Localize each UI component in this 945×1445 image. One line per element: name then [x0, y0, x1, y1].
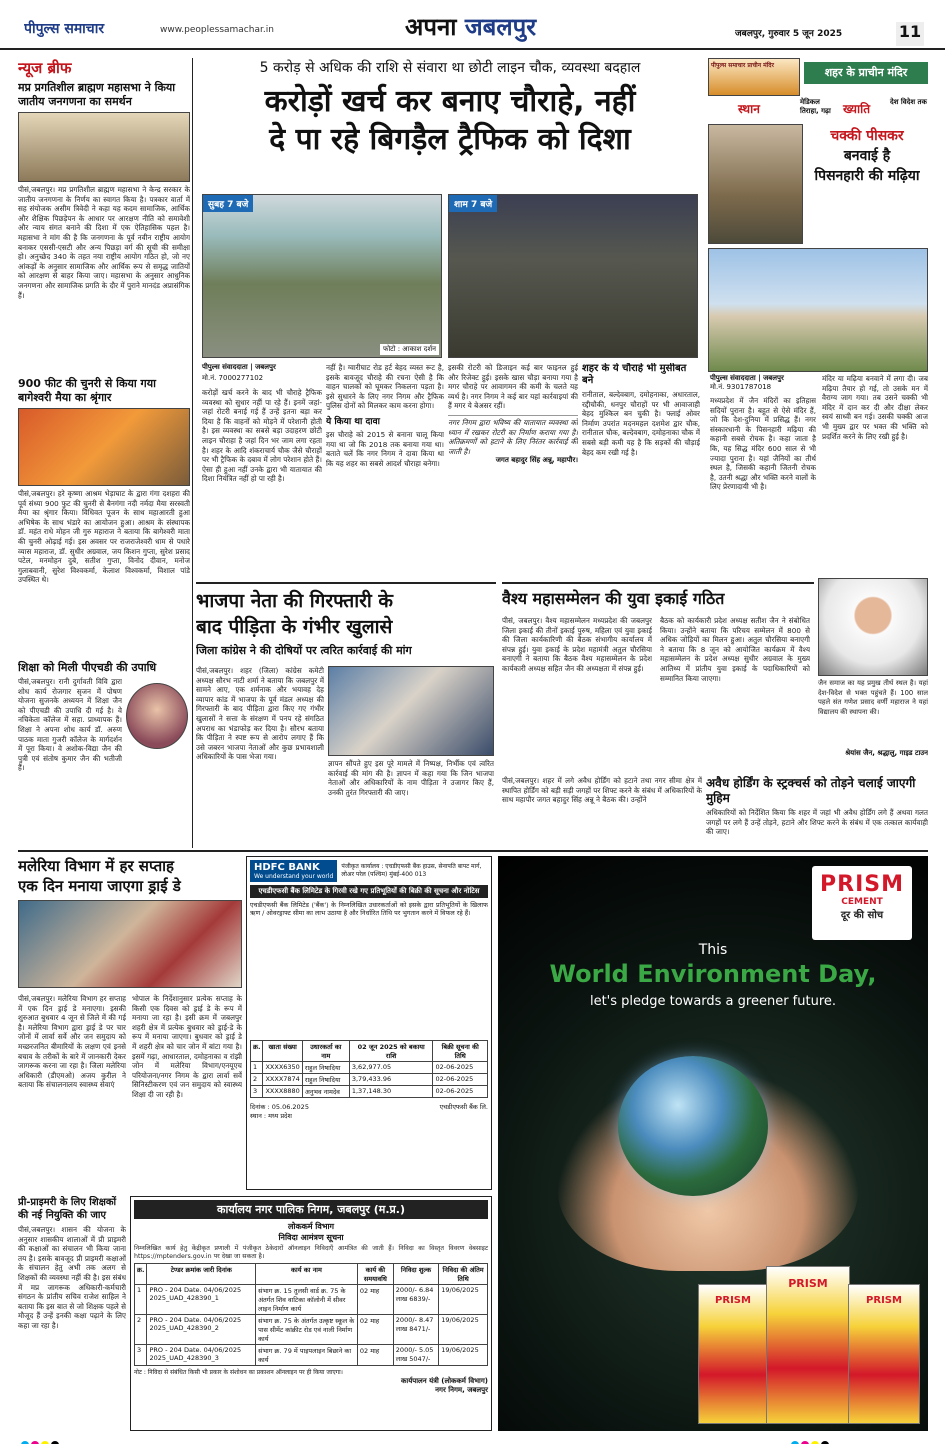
section-title-prefix: अपना: [405, 13, 457, 41]
ad-line-sub: let's pledge towards a greener future.: [589, 994, 837, 1009]
temple-col-a: मध्यप्रदेश में जैन मंदिरों का इतिहास सदियों पुराना है। बहुत से ऐसे मंदिर हैं, जो कि देश-दुनिया में प्रसिद्ध हैं। नगर संस्कारधानी के पिसनहारी मढ़िया की कहानी सबसे रोचक है। कहा जाता है कि, यह सिद्ध मंदिर 600 साल से भी ज्यादा पुराना है। यहां जैनियों का तीर्थ स्थल है, जिसकी कहानी जितनी रोचक है, उतनी श्रद्धा और भक्ति करने वालों के लिए प्रेरणादायी भी है।: [710, 396, 816, 492]
hdfc-logo: [250, 860, 337, 882]
table-row: [251, 1074, 488, 1086]
section-title: [405, 10, 625, 43]
table-cell: राहुल निषादिया: [302, 1062, 349, 1074]
teacher-body: पीसं,जबलपुर। शासन की योजना के अनुसार शासकीय शालाओं में प्री प्राइमरी की कक्षाओं का संचालन भी किया जाना तय है। इसके बावजूद प्री प्राइमरी कक्षाओं के संचालन हेतु अभी तक अलग से शिक्षकों की व्यवस्था नहीं की है। इस संबंध में मप्र जागरूक अधिकारी-कर्मचारी संगठन के प्रांतीय सचिव राजेश साहिल ने बताया कि इस बात से जो शिक्षक पहले से मौजूद हैं उन्हें इनकी कक्षा पढ़ाने के लिए कहा जा रहा है।: [18, 1225, 126, 1330]
hdfc-th: उधारकर्ता का नाम: [302, 1041, 349, 1062]
section-title-city: जबलपुर: [464, 13, 537, 41]
column-divider: [192, 58, 193, 848]
tender-sign-1: कार्यपालन यंत्री (लोककर्म विभाग): [401, 1377, 488, 1385]
table-cell: 3: [135, 1345, 147, 1366]
hdfc-sign: एचडीएफसी बैंक लि.: [439, 1103, 488, 1111]
brief-2-photo: [18, 408, 190, 486]
table-cell: संभाग क्र. 15 तुलसी वार्ड क्र. 75 के अंतर्गत शिव वाटिका कॉलोनी में सीवर लाइन निर्माण कार्य: [256, 1285, 358, 1315]
tender-table: [134, 1263, 488, 1366]
tender-sign-2: नगर निगम, जबलपुर: [435, 1386, 488, 1394]
table-row: [251, 1062, 488, 1074]
hdfc-tagline: We understand your world: [254, 873, 334, 880]
tender-note: नोट : निविदा से संबंधित किसी भी प्रकार के संशोधन का प्रकाशन ऑनलाइन पर ही किया जाएगा।: [134, 1369, 343, 1376]
side-body: रानीताल, बल्देवबाग, दमोहनाका, अधारताल, रद्दीचौकी, धनपुर चौराहों पर भी आवाजाही बेहद मुश्किल बन चुकी है। फ्लाई ओवर निर्माण उपरांत मदनमहल दशमेश द्वार चौक, रानीताल चौक, बल्देवबाग, दमोहनाका चौक में सबसे बड़ी कमी यह है कि सड़कों की चौड़ाई बेहद कम रखी गई है।: [582, 390, 700, 457]
table-cell: 2000/- 5.05 लाख 5047/-: [393, 1345, 438, 1366]
cement-bag-2: [766, 1266, 850, 1424]
mayor-quote: नगर निगम द्वारा भविष्य की यातायात व्यवस्था को ध्यान में रखकर रोटरी का निर्माण कराया गया है। अतिक्रमणों को हटाने के लिए निरंतर कार्रवाई की जाती है।: [448, 415, 578, 456]
table-cell: 1: [135, 1285, 147, 1315]
brief-3-portrait: [126, 683, 188, 749]
byline-city: जबलपुर: [255, 363, 276, 371]
tender-notice: [130, 1196, 492, 1431]
tab-fame-value: देश विदेश तक: [890, 98, 927, 106]
bjp-subhead: जिला कांग्रेस ने की दोषियों पर त्वरित कार्रवाई की मांग: [196, 644, 412, 657]
hdfc-date: दिनांक : 05.06.2025: [250, 1103, 309, 1111]
malaria-headline-1: मलेरिया विभाग में हर सप्ताह: [18, 857, 174, 875]
vaishya-body-1: पीसं, जबलपुर। वैश्य महासम्मेलन मध्यप्रदेश की जबलपुर जिला इकाई की तीनों इकाई पुरुष, महिला एवं युवा इकाई की जिला कार्यकारिणी की बैठक संभागीय कार्यालय में संपन्न हुई। युवा इकाई के प्रदेश महामंत्री अतुल चौरसिया बनाएगी ने बताया कि बैठक वैश्य महासम्मेलन के प्रदेश कार्यकारी अध्यक्ष सहित जैन की अध्यक्षता में संपन्न हुई।: [502, 616, 652, 673]
photo-credit: फोटो : आकाश दर्शन: [380, 344, 439, 355]
table-cell: 02 माह: [357, 1285, 393, 1315]
bag-3-label: PRISM: [866, 1295, 902, 1306]
prism-brand-sub: CEMENT: [841, 897, 883, 907]
hdfc-address: पंजीकृत कार्यालय : एचडीएफसी बैंक हाउस, सेनापति बापट मार्ग, लोअर परेल (पश्चिम) मुंबई-400 013: [341, 863, 482, 878]
table-cell: संभाग क्र. 75 के अंतर्गत उत्कृष्ट स्कूल के पास सीमेंट कांक्रीट रोड एवं नाली निर्माण कार्य: [256, 1315, 358, 1345]
lead-photo-evening: [448, 194, 698, 358]
paper-logo: [24, 18, 154, 38]
ad-line-main: World Environment Day,: [549, 960, 877, 988]
temple-headline-3: पिसनहारी की मढ़िया: [814, 168, 920, 184]
table-cell: 19/06/2025: [439, 1345, 488, 1366]
hdfc-th: बिक्री सूचना की तिथि: [433, 1041, 488, 1062]
teacher-headline-1: प्री-प्राइमरी के लिए शिक्षकों: [18, 1197, 117, 1208]
table-cell: 1: [251, 1062, 263, 1074]
tender-th: निविदा की अंतिम तिथि: [439, 1264, 488, 1285]
hdfc-th: क्र.: [251, 1041, 263, 1062]
cement-bag-3: [848, 1284, 920, 1424]
brief-1-body: पीसं,जबलपुर। मप्र प्रगतिशील ब्राह्मण महासभा ने केन्द्र सरकार के जातीय जनगणना के निर्णय का स्वागत किया है। पत्रकार वार्ता में सह संयोजक असीम त्रिवेदी ने कहा यह कदम सामाजिक, आर्थिक और शैक्षिक पिछड़ेपन के आधार पर आरक्षण नीति को समावेशी और न्याय संगत बनाने की दिशा में एक ऐतिहासिक पहल है। महासभा ने मांग की है कि जनगणना के पूर्व नवीन राष्ट्रीय आयोग बनाकर एससी-एसटी और अन्य पिछड़ा वर्ग की सूची की समीक्षा हो। अनुच्छेद 340 के तहत नया राष्ट्रीय आयोग गठित हो, जो नए आंकड़ों के अनुसार सामाजिक और आर्थिक रूप से समृद्ध जातियों को आरक्षण से बाहर किया जाए। महासभा के अनुसार आधुनिक जनगणना और सामाजिक प्रगति के दौर में पुराने मानदंड अप्रासंगिक हैं।: [18, 185, 190, 300]
side-headline: शहर के ये चौराहे भी मुसीबत बने: [582, 363, 687, 386]
table-cell: 3,79,433.96: [349, 1074, 433, 1086]
temple-photo-2: [708, 248, 928, 372]
tab-place: स्थान: [738, 102, 760, 116]
hoarding-body-2: अधिकारियों को निर्देशित किया कि शहर में जहां भी अवैध होर्डिंग लगे हैं अथवा गलत जगहों पर लगे हैं उन्हें तोड़ने, हटाने और शिफ्ट करने के संबंध में एक तत्काल कार्यवाही की जाए।: [706, 808, 928, 837]
prism-brand: PRISM: [820, 872, 904, 897]
hdfc-th: 02 जून 2025 को बकाया राशि: [349, 1041, 433, 1062]
table-cell: PRO - 204 Date. 04/06/2025 2025_UAD_428390_2: [147, 1315, 256, 1345]
hoarding-body-1: पीसं,जबलपुर। शहर में लगे अवैध होर्डिंग को हटाने तथा नगर सीमा क्षेत्र में स्थापित होर्डिंग को बड़ी सड़ी जगहों पर शिफ्ट करने के संबंध में अधिकारियों के साथ महापौर जगत बहादुर सिंह अन्नू ने बैठक की। उन्होंने: [502, 776, 702, 805]
table-cell: 2: [251, 1074, 263, 1086]
date-line: जबलपुर, गुरुवार 5 जून 2025: [735, 29, 843, 39]
vaishya-headline: वैश्य महासम्मेलन की युवा इकाई गठित: [502, 589, 725, 608]
prism-logo: [812, 866, 912, 940]
table-cell: 02 माह: [357, 1315, 393, 1345]
lead-kicker: 5 करोड़ से अधिक की राशि से संवारा था छोटी लाइन चौक, व्यवस्था बदहाल: [259, 60, 641, 76]
brief-2-headline: 900 फीट की चुनरी से किया गया बागेश्वरी मैया का श्रृंगार: [18, 377, 156, 404]
temple-mobile: मो.नं. 9301787018: [710, 383, 772, 391]
hdfc-title: एचडीएफसी बैंक लिमिटेड के गिरवी रखे गए प्रतिभूतियों की बिक्री की सूचना और नोटिस: [250, 885, 488, 898]
tender-title: निविदा आमंत्रण सूचना: [278, 1233, 344, 1242]
registration-marks-right: [790, 1434, 930, 1444]
tender-intro: निम्नलिखित कार्य हेतु केंद्रीकृत प्रणाली में पंजीकृत ठेकेदारों ऑनलाइन निविदाएँ आमंत्रित की जाती हैं। निविदा का विस्तृत विवरण वेबसाइट https://mptenders.gov.in पर देखा जा सकता है।: [134, 1245, 488, 1260]
hdfc-th: खाता संख्या: [263, 1041, 302, 1062]
hoarding-story-body: [502, 776, 702, 846]
bjp-headline-1: भाजपा नेता की गिरफ्तारी के: [196, 590, 394, 612]
temple-logo: [708, 58, 800, 96]
table-cell: 02-06-2025: [433, 1062, 488, 1074]
table-cell: 02-06-2025: [433, 1086, 488, 1098]
table-row: [135, 1345, 488, 1366]
paper-name: पीपुल्स समाचार: [24, 21, 105, 37]
brief-3-headline: शिक्षा को मिली पीएचडी की उपाधि: [18, 661, 157, 674]
table-row: [135, 1315, 488, 1345]
temple-byline-city: जबलपुर: [763, 374, 784, 382]
table-cell: 2: [135, 1315, 147, 1345]
mayor-quote-author: जगत बहादुर सिंह अन्नू, महापौर।: [495, 456, 578, 465]
tender-th: क्र.: [135, 1264, 147, 1285]
bjp-story: [196, 582, 496, 832]
table-cell: 2000/- 6.84 लाख 6839/-: [393, 1285, 438, 1315]
hoarding-body-right: [706, 808, 928, 848]
teacher-headline-2: की नई नियुक्ति की जाए: [18, 1210, 107, 1221]
table-cell: 2000/- 8.47 लाख 8471/-: [393, 1315, 438, 1345]
malaria-headline-2: एक दिन मनाया जाएगा ड्राई डे: [18, 877, 181, 895]
temple-byline-name: पीपुल्स संवाददाता: [710, 374, 756, 382]
lead-col-2: नहीं है। ग्वारीघाट रोड हर्ट बेहद व्यस्त रूट है, इसके बावजूद चौराहे की रचना ऐसी है कि वाहन चालकों को घूमकर निकलना पड़ता है। इसे सुधारने के लिए नगर निगम और ट्रैफिक पुलिस दोनों को मिलकर काम करना होगा।: [326, 363, 444, 411]
table-row: [135, 1285, 488, 1315]
temple-photo-caption: जैन समाज का यह प्रमुख तीर्थ स्थल है। यहां देश-विदेश से भक्त पहुंचते हैं। 100 साल पहले संत गणेश प्रसाद वर्णी महाराज ने यहां विद्यालय की स्थापना की।: [818, 679, 928, 716]
temple-headline-1: चक्की पीसकर: [830, 128, 904, 144]
hoarding-headline: अवैध होर्डिंग के स्ट्रक्चर्स को तोड़ने चलाई जाएगी मुहिम: [706, 776, 916, 805]
table-cell: अनुभव नामदेव: [302, 1086, 349, 1098]
tender-office: कार्यालय नगर पालिक निगम, जबलपुर (म.प्र.): [134, 1200, 488, 1219]
tab-place-value: मेडिकल तिराहा, गढ़ा: [800, 98, 831, 115]
hdfc-table: [250, 1040, 488, 1098]
malaria-body-2: भोपाल के निर्देशानुसार प्रत्येक सप्ताह के किसी एक दिवस को ड्राई डे के रूप में मनाया जा रहा है। इसी क्रम में जबलपुर शहरी क्षेत्र में प्रत्येक बुधवार को ड्राई-डे के रूप में मनाया जाएगा। बुधवार को ड्राई डे में शहरी क्षेत्र को चार जोन में बांटा गया है। इसमें गढ़ा, आधारताल, दमोहनाका व रांझी जोन में मलेरिया विभाग/एनयूएच परियोजना/नगर निगम के द्वारा लार्वा सर्वे सिनिस्टीकरण एवं जन समुदाय को स्वास्थ्य शिक्षा दी जा रही है।: [132, 994, 242, 1099]
malaria-story: [18, 856, 242, 1190]
temple-byline: पीपुल्स संवाददाता | जबलपुर मो.नं. 9301787018: [710, 374, 818, 392]
lead-story: [196, 58, 704, 578]
lead-photo-morning: [202, 194, 442, 358]
temple-story: [708, 58, 928, 578]
table-cell: 3: [251, 1086, 263, 1098]
page-number: 11: [896, 22, 924, 46]
tender-th: कार्य की समयावधि: [357, 1264, 393, 1285]
devotee-portrait: [818, 578, 928, 676]
earth-globe-icon: [618, 1056, 768, 1196]
temple-section-label: शहर के प्राचीन मंदिर: [804, 62, 928, 84]
bag-1-label: PRISM: [715, 1295, 751, 1306]
malaria-photo: [18, 900, 242, 988]
hdfc-body: एचडीएफसी बैंक लिमिटेड ('बैंक') के निम्नलिखित उधारकर्ताओं को इसके द्वारा प्रतिभूतियों के खिलाफ ऋण / ओवरड्राफ्ट सीमा का लाभ उठाया है और निर्धारित तिथि पर भुगतान करने में विफल रहे हैं।: [250, 901, 488, 918]
tab-fame: ख्याति: [843, 102, 871, 116]
tender-dept: लोककर्म विभाग: [287, 1222, 335, 1231]
brief-3-body: पीसं,जबलपुर। रानी दुर्गावती विवि द्वारा शोध कार्य रोजगार सृजन में पोषण योजना सुजनके अध्ययन में शिक्षा जैन को पीएचडी की उपाधि दी गई है। वे नचिकेता कॉलेज में सहा. प्राध्यापक हैं। शिक्षा ने अपना शोध कार्य डॉ. अरुण पाठक माता गुजरी कॉलेज के मार्गदर्शन में पूरा किया। वे अशोक-विद्या जैन की पुत्री एवं संतोष कुमार जैन की भतीजी हैं।: [18, 677, 122, 773]
byline-mobile: मो.नं. 7000277102: [202, 374, 264, 382]
bjp-photo: [328, 666, 494, 756]
section-divider: [18, 850, 928, 852]
table-cell: संभाग क्र. 79 में पाइपलाइन बिछाने का कार्य: [256, 1345, 358, 1366]
temple-col-b: मंदिर या मढ़िया बनवाने में लगा दी। जब मढ़िया तैयार हो गई, तो उसके मन में वैराग्य जाग गया। तब उसने चक्की भी मंदिर में दान कर दी और दीक्षा लेकर स्वयं साध्वी बन गई। उसकी चक्की आज भी मुख्य द्वार पर भक्त की भक्ति को प्रदर्शित करने के लिए रखी हुई है।: [822, 374, 928, 441]
hdfc-place: स्थान : मध्य प्रदेश: [250, 1112, 292, 1120]
bjp-body: पीसं,जबलपुर। शहर (जिला) कांग्रेस कमेटी अध्यक्ष सौरभ नाटी शर्मा ने बताया कि जबलपुर में सामने आए, एक शर्मनाक और भयावह देह व्यापार कांड में भाजपा के पूर्व मंडल अध्यक्ष की गिरफ्तारी के बाद पीड़िता द्वारा किए गए गंभीर खुलासों ने सत्ता के संरक्षण में पनप रहे संगठित अपराध का भंडाफोड़ कर दिया है। सौरभ बताया कि पीड़िता ने स्पष्ट रूप से आरोप लगाए हैं कि उसे जबरन भाजपा नेताओं और कुछ प्रभावशाली अधिकारियों के पास भेजा गया।: [196, 666, 324, 762]
website: www.peoplessamachar.in: [160, 25, 274, 35]
lead-headline-1: करोड़ों खर्च कर बनाए चौराहे, नहीं: [264, 84, 636, 119]
tender-th: टेण्डर क्रमांक जारी दिनांक: [147, 1264, 256, 1285]
table-cell: XXXX7874: [263, 1074, 302, 1086]
cement-bag-1: [698, 1284, 768, 1424]
vaishya-story: [502, 582, 814, 772]
lead-subhead: ये किया था दावा: [326, 416, 380, 427]
table-row: [251, 1086, 488, 1098]
table-cell: 3,62,977.05: [349, 1062, 433, 1074]
vaishya-body-2: बैठक को कार्यकारी प्रदेश अध्यक्ष सतीश जैन ने संबोधित किया। उन्होंने बताया कि परिचय सम्मेलन में 800 से अधिक जोड़ियों का मिलन हुआ। अतुल चौरसिया बनाएगी ने बताया कि 8 जून को आयोजित कार्यक्रम में वैश्य महासम्मेलन के प्रदेश अध्यक्ष सुधीर अग्रवाल के मुख्य आतिथ्य में प्रांतीय युवा इकाई के पदाधिकारियों को सम्मानित किया जाएगा।: [660, 616, 810, 683]
brief-1-headline: मप्र प्रगतिशील ब्राह्मण महासभा ने किया जातीय जनगणना का समर्थन: [18, 81, 176, 108]
evening-tag: शाम 7 बजे: [449, 195, 497, 212]
bag-2-label: PRISM: [788, 1277, 828, 1290]
byline-name: पीपुल्स संवाददाता: [202, 363, 248, 371]
table-cell: PRO - 204 Date. 04/06/2025 2025_UAD_428390_1: [147, 1285, 256, 1315]
lead-col-1: करोड़ों खर्च करने के बाद भी चौराहे ट्रैफिक व्यवस्था को सुधार नहीं पा रहे हैं। इनमें जहां-जहां रोटरी बनाई गई हैं उन्हें इतना बड़ा कर दिया है कि वाहनों को मोड़ने में परेशानी होती है। इस व्यवस्था का सबसे बड़ा उदाहरण छोटी लाइन चौराहा है जहां दिन भर जाम लगा रहता है। शहर के आदि शंकराचार्य चौक जैसे चौराहों पर भी ट्रैफिक के दबाव में लोग परेशान होते हैं। ऐसा ही हुआ नहीं उनके द्वारा भी यातायात की दिशा नियंत्रित नहीं हो पा रही है।: [202, 388, 322, 484]
bjp-headline-2: बाद पीड़िता के गंभीर खुलासे: [196, 616, 393, 638]
hdfc-bank-name: HDFC BANK: [254, 862, 320, 873]
temple-headline-2: बनवाई है: [843, 148, 891, 164]
news-brief-column: [18, 58, 190, 848]
ad-line-this: This: [698, 942, 728, 958]
masthead: [0, 0, 945, 50]
malaria-body-1: पीसं,जबलपुर। मलेरिया विभाग हर सप्ताह में एक दिन ड्राई डे मनाएगा। इसकी शुरुआत बुधवार 4 जून से जिले में की गई है। मलेरिया विभाग द्वारा ड्राई डे पर चार जोनों में लार्वा सर्वे और जन समुदाय को मच्छरजनित बीमारियों के लक्षण एवं इनसे बचाव के तरीकों के बारे में जानकारी देकर जागरूक करना जा रहा है। जिला मलेरिया अधिकारी (डीएमओ) अजय कुरील ने बताया कि संचालनालय स्वास्थ्य सेवाएं: [18, 994, 126, 1090]
prism-ad: [498, 856, 928, 1431]
prism-slogan: दूर की सोच: [840, 910, 884, 921]
registration-marks-left: [20, 1434, 160, 1444]
table-cell: राहुल निषादिया: [302, 1074, 349, 1086]
tender-th: निविदा शुल्क: [393, 1264, 438, 1285]
table-cell: 02 माह: [357, 1345, 393, 1366]
temple-photo-1: [708, 124, 803, 244]
hdfc-notice: [246, 856, 492, 1190]
table-cell: XXXX8880: [263, 1086, 302, 1098]
lead-byline: पीपुल्स संवाददाता | जबलपुर मो.नं. 7000277102: [202, 363, 288, 383]
table-cell: 02-06-2025: [433, 1074, 488, 1086]
tender-th: कार्य का नाम: [256, 1264, 358, 1285]
morning-tag: सुबह 7 बजे: [203, 195, 253, 212]
table-cell: XXXX6350: [263, 1062, 302, 1074]
bjp-photo-caption: ज्ञापन सौंपते हुए इस पूरे मामले में निष्पक्ष, निर्भीक एवं त्वरित कार्रवाई की मांग की है। ज्ञापन में कहा गया कि जिन भाजपा नेताओं और अधिकारियों के नाम पीड़िता ने उजागर किए हैं, उनकी तुरंत गिरफ्तारी की जाए।: [328, 759, 494, 797]
table-cell: PRO - 204 Date. 04/06/2025 2025_UAD_428390_3: [147, 1345, 256, 1366]
lead-col-2b: इस चौराहे को 2015 से बनाना चालू किया गया था जो कि 2018 तक बनाया गया था। बताते चलें कि नगर निगम ने दावा किया था कि यह शहर का सबसे आदर्श चौराहा बनेगा।: [326, 429, 444, 468]
table-cell: 19/06/2025: [439, 1315, 488, 1345]
temple-lower: [818, 578, 928, 773]
brief-1-photo: [18, 112, 190, 182]
lead-col-3: इसकी रोटरी को डिजाइन कई बार फाइनल हुई और रिजेक्ट हुई। इसके खास चौड़ा बनाया गया है मगर चौराहे पर आवागमन की कमी के चलते यह व्यर्थ है। नगर निगम ने कई बार यहां कार्रवाइयां की हैं मगर ये बेअसर रहीं।: [448, 363, 578, 411]
temple-logo-text: पीपुल्स समाचार प्राचीन मंदिर: [711, 62, 774, 69]
brief-2-body: पीसं,जबलपुर। हरे कृष्णा आश्रम भेड़ाघाट के द्वारा गंगा दशहरा की पूर्व संध्या 900 फुट की चुनरी से बैनगंगा नदी नर्मदा मैया सरस्वती मैया का श्रृंगार किया। विधिवत पूजन के साथ महाआरती हुआ अभिषेक के साथ भंडारे का आयोजन हुआ। आश्रम के संस्थापक डॉ. महंत राधे मोहन जी गुरु महाराज ने बताया कि बागेश्वरी माता की चुनरी ओढ़ाई गई। इस अवसर पर राजराजेश्वरी धाम से पधारे व्यास महाराज, डॉ. सुधीर अग्रवाल, जय किशन गुप्ता, सुरेश प्रसाद पटेल, मनमोहन दुबे, सतीश गुप्ता, विनोद दीवान, मनोज गुलाबवानी, सुरेश विश्वकर्मा, केलाश विश्वकर्मा, विशाल पांडे उपस्थित थे।: [18, 489, 190, 585]
table-cell: 19/06/2025: [439, 1285, 488, 1315]
lead-headline-2: दे पा रहे बिगड़ैल ट्रैफिक को दिशा: [269, 122, 631, 157]
devotee-name: श्रेयांस जैन, श्रद्धालु, गाइड टाउन: [845, 749, 928, 757]
news-brief-label: न्यूज ब्रीफ: [18, 59, 72, 77]
teacher-story: [18, 1196, 126, 1431]
table-cell: 1,37,148.30: [349, 1086, 433, 1098]
